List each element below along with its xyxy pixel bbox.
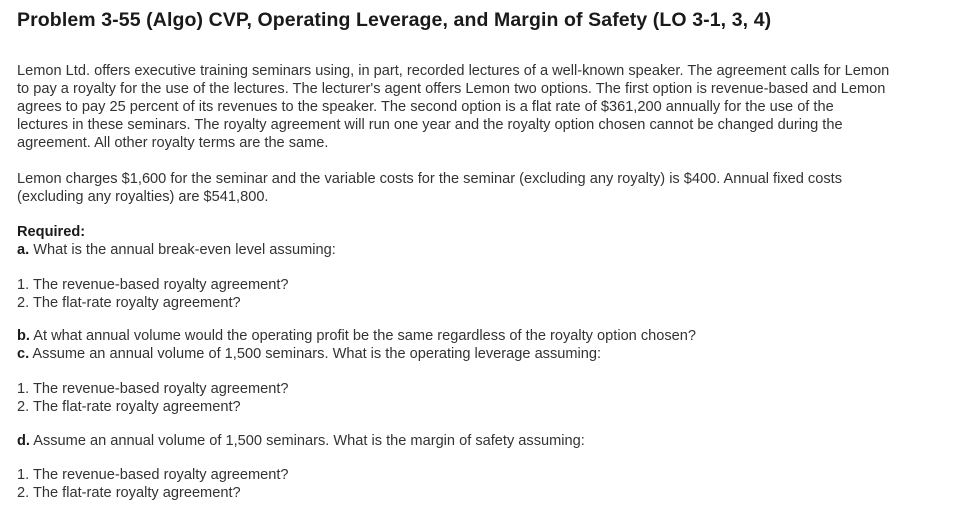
question-b-letter: b. — [17, 328, 30, 344]
required-label: Required: — [17, 224, 86, 240]
question-d-item: 2. The flat-rate royalty agreement? — [17, 485, 241, 501]
cost-line: (excluding any royalties) are $541,800. — [17, 189, 269, 205]
intro-line: agreement. All other royalty terms are the same. — [17, 135, 329, 151]
question-a-item: 2. The flat-rate royalty agreement? — [17, 295, 241, 311]
question-a — [17, 241, 962, 259]
intro-line: to pay a royalty for the use of the lectures. The lecturer's agent offers Lemon two options. The first option is revenue-based and Lemon — [17, 81, 886, 97]
question-d — [17, 432, 962, 450]
required-section — [17, 223, 962, 259]
question-d-text: Assume an annual volume of 1,500 seminars. What is the margin of safety assuming: — [29, 433, 585, 449]
question-c-items — [17, 380, 962, 416]
question-a-letter: a. — [17, 242, 30, 258]
question-a-items — [17, 276, 962, 312]
question-d-letter: d. — [17, 433, 30, 449]
problem-title: Problem 3-55 (Algo) CVP, Operating Leverage, and Margin of Safety (LO 3-1, 3, 4) — [17, 9, 772, 31]
intro-paragraph — [17, 62, 962, 152]
question-c — [17, 345, 962, 363]
question-c-item: 1. The revenue-based royalty agreement? — [17, 381, 289, 397]
question-c-text: Assume an annual volume of 1,500 seminars. What is the operating leverage assuming: — [29, 346, 602, 362]
intro-line: Lemon Ltd. offers executive training seminars using, in part, recorded lectures of a well-known speaker. The agreement calls for Lemon — [17, 63, 890, 79]
question-b-text: At what annual volume would the operating profit be the same regardless of the royalty option chosen? — [29, 328, 697, 344]
question-b — [17, 327, 962, 345]
question-c-letter: c. — [17, 346, 30, 362]
question-a-item: 1. The revenue-based royalty agreement? — [17, 277, 289, 293]
question-c-item: 2. The flat-rate royalty agreement? — [17, 399, 241, 415]
intro-line: agrees to pay 25 percent of its revenues to the speaker. The second option is a flat rate of $361,200 annually for the use of the — [17, 99, 834, 115]
cost-line: Lemon charges $1,600 for the seminar and the variable costs for the seminar (excluding any royalty) is $400. Annual fixed costs — [17, 171, 842, 187]
question-d-items — [17, 466, 962, 502]
question-d-item: 1. The revenue-based royalty agreement? — [17, 467, 289, 483]
questions-b-c — [17, 327, 962, 363]
intro-line: lectures in these seminars. The royalty agreement will run one year and the royalty option chosen cannot be changed during the — [17, 117, 843, 133]
question-d-block — [17, 432, 962, 450]
question-a-text: What is the annual break-even level assuming: — [29, 242, 336, 258]
cost-paragraph — [17, 170, 962, 206]
